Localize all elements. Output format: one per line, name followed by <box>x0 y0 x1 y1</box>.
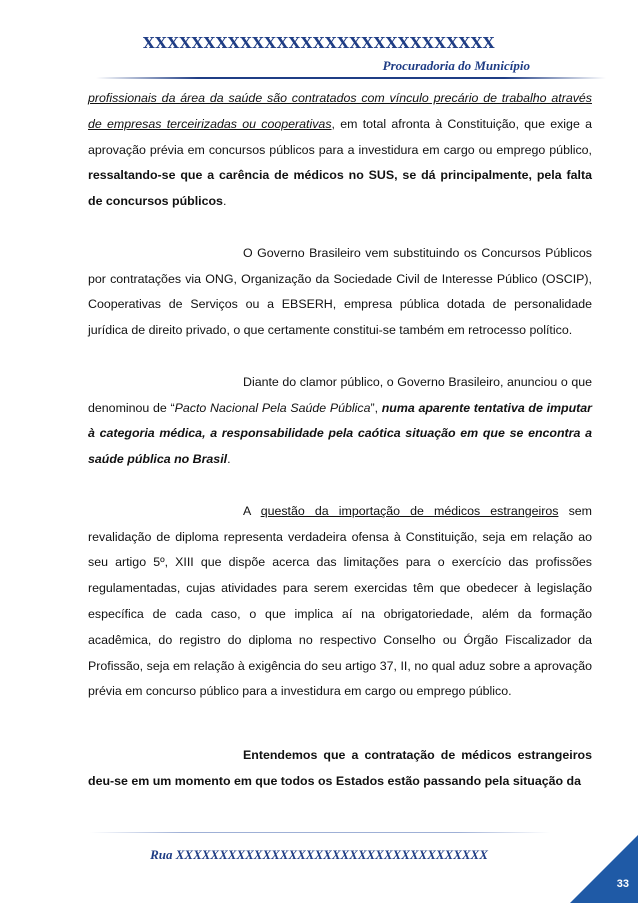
p4-text: A <box>243 503 261 518</box>
paragraph-5: Entendemos que a contratação de médicos estrangeiros deu-se em um momento em que todos os Estados estão passando pela situação da <box>88 748 592 788</box>
p1-underlined-italic: profissionais da área da saúde são contratados com vínculo precário de trabalho através de empresas terceirizadas ou cooperativas <box>88 91 592 131</box>
p3-text-2: ”, <box>370 400 382 415</box>
p3-italic: Pacto Nacional Pela Saúde Pública <box>174 400 371 415</box>
header-subtitle: Procuradoria do Município <box>382 58 530 73</box>
paragraph-3 <box>88 370 592 473</box>
p4-underlined: questão da importação de médicos estrangeiros <box>260 503 559 518</box>
paragraph-2: O Governo Brasileiro vem substituindo os Concursos Públicos por contratações via ONG, Organização da Sociedade Civil de Interesse Público (OSCIP), Cooperativas de Serviços ou a EBSERH, empresa pública dotada de personalidade jurídica de direito privado, o que certamente constitui-se também em retrocesso político. <box>88 245 592 338</box>
p1-end: . <box>222 194 227 209</box>
p1-text: , em total afronta à Constituição, que exige a aprovação prévia em concursos públicos para a investidura em cargo ou emprego público, <box>88 116 592 157</box>
document-body <box>88 86 592 795</box>
p4-text-2: sem revalidação de diploma representa verdadeira ofensa à Constituição, seja em relação ao seu artigo 5º, XIII que dispõe acerca das limitações para o exercício das profissões regulamentadas, cujas atividades para serem exercidas têm que obedecer à legislação específica de cada caso, o que implica aí na obrigatoriedade, além da formação acadêmica, do registro do diploma no respectivo Conselho ou Órgão Fiscalizador da Profissão, seja em relação à exigência do seu artigo 37, II, no qual aduz sobre a aprovação prévia em concurso público para a investidura em cargo ou emprego público. <box>88 503 592 699</box>
footer-divider <box>90 832 550 833</box>
header-divider <box>96 77 606 79</box>
paragraph-1 <box>88 86 592 215</box>
p1-bold: ressaltando-se que a carência de médicos no SUS, se dá principalmente, pela falta de concursos públicos <box>88 168 592 209</box>
p3-end: . <box>227 452 231 467</box>
page-number: 33 <box>616 878 629 890</box>
p3-text: Diante do clamor público, o Governo Brasileiro, anunciou o que denominou de “ <box>88 374 592 415</box>
page-corner-decoration <box>570 835 638 903</box>
paragraph-4 <box>88 499 592 705</box>
header-title: XXXXXXXXXXXXXXXXXXXXXXXXXXXXX <box>142 34 495 52</box>
footer-address: Rua XXXXXXXXXXXXXXXXXXXXXXXXXXXXXXXXXXXX <box>150 847 488 862</box>
p3-bold-italic: numa aparente tentativa de imputar à categoria médica, a responsabilidade pela caótica situação em que se encontra a saúde pública no Brasil <box>88 400 592 467</box>
